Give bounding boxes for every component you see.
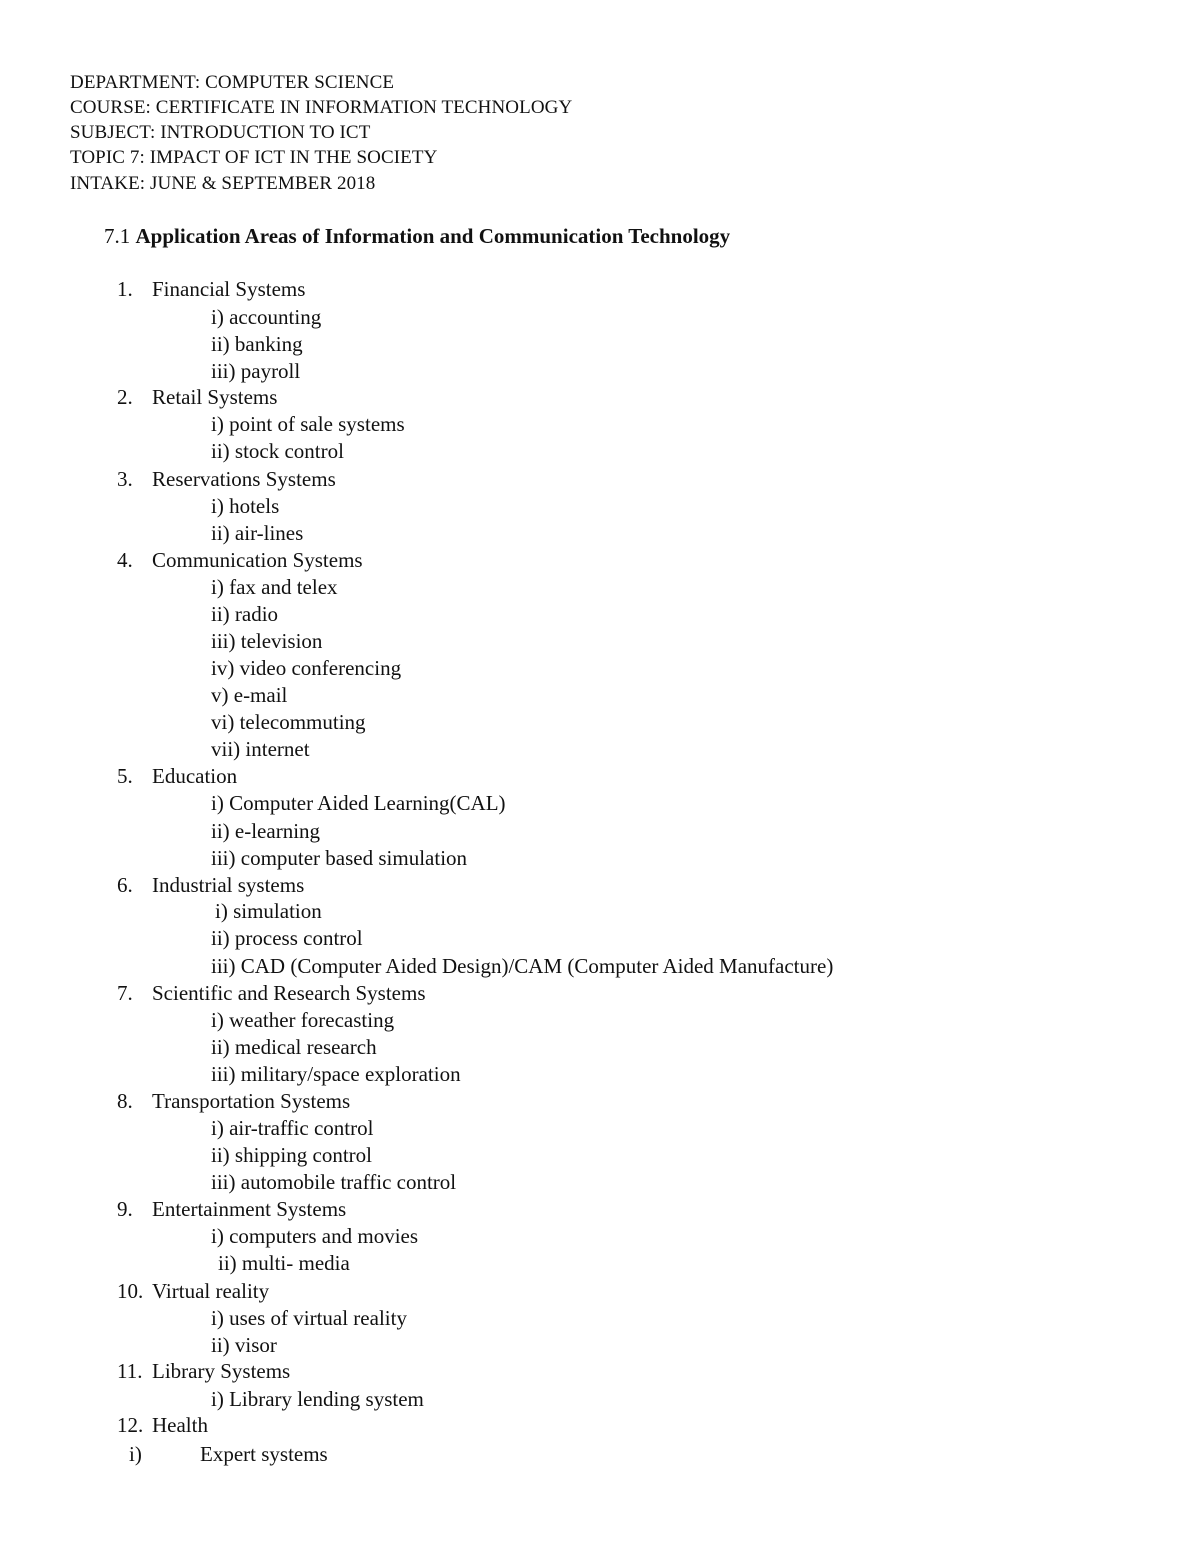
sub-item-label: i) computers and movies (211, 1224, 419, 1248)
sub-item-label: iii) computer based simulation (211, 846, 468, 870)
sub-item-label: i) simulation (215, 899, 322, 923)
list-number: 5. (117, 764, 133, 788)
subject-line: SUBJECT: INTRODUCTION TO ICT (70, 122, 371, 143)
list-number: 8. (117, 1089, 133, 1113)
sub-item-label: i) accounting (211, 305, 322, 329)
list-number: 4. (117, 548, 133, 572)
list-number: 11. (117, 1359, 143, 1383)
sub-item-label: i) weather forecasting (211, 1008, 395, 1032)
sub-item-label: i) fax and telex (211, 575, 338, 599)
sub-item-label: iii) payroll (211, 359, 301, 383)
sub-item-label: Expert systems (200, 1442, 328, 1466)
category-label: Communication Systems (152, 548, 363, 572)
sub-item-label: iii) automobile traffic control (211, 1170, 457, 1194)
sub-item-label: ii) stock control (211, 439, 344, 463)
sub-item-label: iv) video conferencing (211, 656, 402, 680)
sub-item-label: iii) television (211, 629, 323, 653)
category-label: Reservations Systems (152, 467, 336, 491)
category-label: Scientific and Research Systems (152, 981, 426, 1005)
sub-item-label: ii) radio (211, 602, 279, 626)
intake-line: INTAKE: JUNE & SEPTEMBER 2018 (70, 173, 376, 194)
sub-item-label: iii) military/space exploration (211, 1062, 461, 1086)
category-label: Entertainment Systems (152, 1197, 347, 1221)
sub-item-label: i) Library lending system (211, 1387, 424, 1411)
list-number: 10. (117, 1279, 144, 1303)
sub-item-label: ii) air-lines (211, 521, 304, 545)
sub-item-number: i) (129, 1442, 142, 1466)
list-number: 9. (117, 1197, 133, 1221)
category-label: Virtual reality (152, 1279, 270, 1303)
sub-item-label: ii) multi- media (218, 1251, 350, 1275)
list-number: 1. (117, 277, 133, 301)
list-number: 2. (117, 385, 133, 409)
sub-item-label: i) uses of virtual reality (211, 1306, 407, 1330)
sub-item-label: ii) shipping control (211, 1143, 372, 1167)
topic-line: TOPIC 7: IMPACT OF ICT IN THE SOCIETY (70, 147, 438, 168)
section-heading (104, 222, 730, 250)
list-number: 6. (117, 873, 133, 897)
sub-item-label: ii) e-learning (211, 819, 321, 843)
sub-item-label: iii) CAD (Computer Aided Design)/CAM (Computer Aided Manufacture) (211, 954, 834, 978)
sub-item-label: ii) medical research (211, 1035, 377, 1059)
category-label: Education (152, 764, 238, 788)
sub-item-label: i) air-traffic control (211, 1116, 374, 1140)
sub-item-label: vi) telecommuting (211, 710, 366, 734)
sub-item-label: ii) visor (211, 1333, 277, 1357)
sub-item-label: i) Computer Aided Learning(CAL) (211, 791, 506, 815)
sub-item-label: vii) internet (211, 737, 310, 761)
category-label: Health (152, 1413, 208, 1437)
category-label: Industrial systems (152, 873, 305, 897)
sub-item-label: v) e-mail (211, 683, 288, 707)
category-label: Library Systems (152, 1359, 291, 1383)
list-number: 12. (117, 1413, 144, 1437)
section-title: Application Areas of Information and Communication Technology (135, 224, 731, 248)
sub-item-label: i) point of sale systems (211, 412, 405, 436)
course-line: COURSE: CERTIFICATE IN INFORMATION TECHNOLOGY (70, 97, 573, 118)
sub-item-label: ii) banking (211, 332, 303, 356)
category-label: Retail Systems (152, 385, 278, 409)
list-number: 7. (117, 981, 133, 1005)
sub-item-label: i) hotels (211, 494, 280, 518)
section-number: 7.1 (104, 224, 131, 248)
department-line: DEPARTMENT: COMPUTER SCIENCE (70, 72, 395, 93)
list-number: 3. (117, 467, 133, 491)
category-label: Transportation Systems (152, 1089, 351, 1113)
sub-item-label: ii) process control (211, 926, 363, 950)
category-label: Financial Systems (152, 277, 306, 301)
